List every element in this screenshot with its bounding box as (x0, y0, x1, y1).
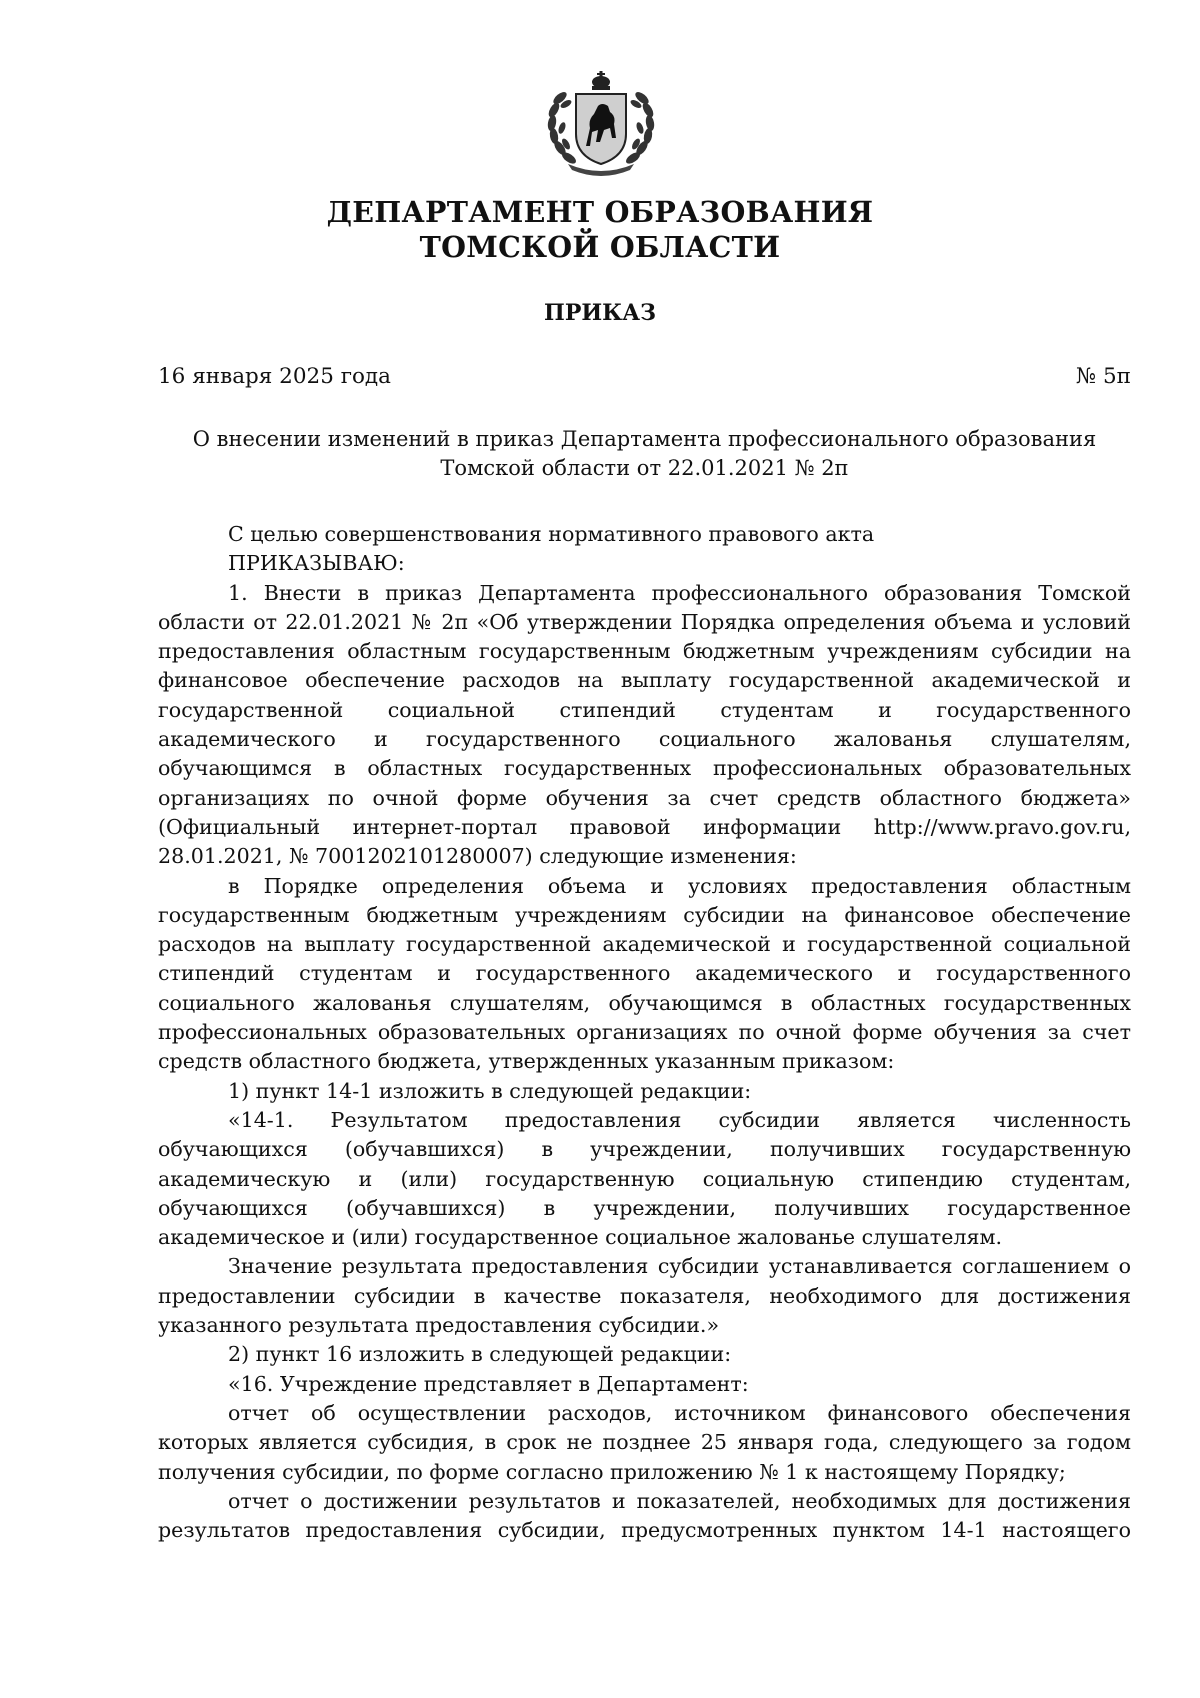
body-line: организациях по очной форме обучения за счет средств областного бюджета» (158, 785, 1131, 810)
body-line: ПРИКАЗЫВАЮ: (228, 551, 405, 576)
body-line: обучающихся (обучавшихся) в учреждении, получивших государственное (158, 1195, 1131, 1220)
body-line: государственным бюджетным учреждениям субсидии на финансовое обеспечение (158, 902, 1131, 927)
body-line: (Официальный интернет-портал правовой информации http://www.pravo.gov.ru, (158, 814, 1131, 839)
body-line: которых является субсидия, в срок не позднее 25 января года, следующего за годом (158, 1430, 1131, 1455)
body-line: обучающихся (обучавшихся) в учреждении, получивших государственную (158, 1137, 1131, 1162)
body-line: 1. Внести в приказ Департамента профессионального образования Томской (228, 580, 1131, 605)
body-line: области от 22.01.2021 № 2п «Об утверждении Порядка определения объема и условий (158, 609, 1131, 634)
body-line: стипендий студентам и государственного академического и государственного (158, 961, 1131, 986)
body-line: расходов на выплату государственной академической и государственной социальной (158, 932, 1131, 957)
body-line: профессиональных образовательных организациях по очной форме обучения за счет (158, 1020, 1131, 1045)
body-line: С целью совершенствования нормативного правового акта (228, 522, 875, 546)
body-line: Значение результата предоставления субсидии устанавливается соглашением о (228, 1254, 1131, 1279)
date-number-row (158, 364, 1131, 389)
body-line: отчет об осуществлении расходов, источником финансового обеспечения (228, 1400, 1131, 1425)
body-line: предоставлении субсидии в качестве показателя, необходимого для достижения (158, 1283, 1131, 1308)
body-line: 2) пункт 16 изложить в следующей редакции: (228, 1342, 732, 1367)
coat-of-arms-icon (538, 68, 664, 178)
subject-line: Томской области от 22.01.2021 № 2п (440, 456, 849, 480)
body-line: результатов предоставления субсидии, предусмотренных пунктом 14-1 настоящего (158, 1518, 1131, 1543)
body-line: в Порядке определения объема и условиях предоставления областным (228, 873, 1131, 898)
department-title-line2: ТОМСКОЙ ОБЛАСТИ (419, 230, 781, 264)
body-line: социального жалованья слушателям, обучающимся в областных государственных (158, 990, 1131, 1015)
body-line: «14-1. Результатом предоставления субсидии является численность (228, 1107, 1131, 1132)
subject-line: О внесении изменений в приказ Департамента профессионального образования (192, 427, 1097, 451)
body-line: государственной социальной стипендий студентам и государственного (158, 697, 1131, 722)
order-subject (158, 425, 1131, 483)
body-line: отчет о достижении результатов и показателей, необходимых для достижения (228, 1488, 1131, 1513)
body-line: получения субсидии, по форме согласно приложению № 1 к настоящему Порядку; (158, 1459, 1066, 1484)
body-line: 28.01.2021, № 7001202101280007) следующие изменения: (158, 844, 797, 869)
body-line: академическое и (или) государственное социальное жалованье слушателям. (158, 1225, 1003, 1250)
body-line: обучающимся в областных государственных профессиональных образовательных (158, 756, 1131, 781)
body-line: предоставления областным государственным бюджетным учреждениям субсидии на (158, 639, 1131, 664)
body-line: «16. Учреждение представляет в Департамент: (228, 1371, 749, 1396)
body-line: финансовое обеспечение расходов на выплату государственной академической и (158, 668, 1131, 693)
order-body (158, 520, 1131, 1545)
department-title-line1: ДЕПАРТАМЕНТ ОБРАЗОВАНИЯ (326, 195, 874, 229)
body-line: академического и государственного социального жалованья слушателям, (158, 727, 1131, 752)
order-number: № 5п (1075, 364, 1131, 389)
body-line: академическую и (или) государственную социальную стипендию студентам, (158, 1166, 1131, 1191)
body-line: указанного результата предоставления субсидии.» (158, 1313, 720, 1338)
document-type: ПРИКАЗ (544, 300, 656, 326)
order-date: 16 января 2025 года (158, 364, 391, 389)
body-line: средств областного бюджета, утвержденных указанным приказом: (158, 1049, 895, 1074)
body-line: 1) пункт 14-1 изложить в следующей редакции: (228, 1078, 752, 1103)
